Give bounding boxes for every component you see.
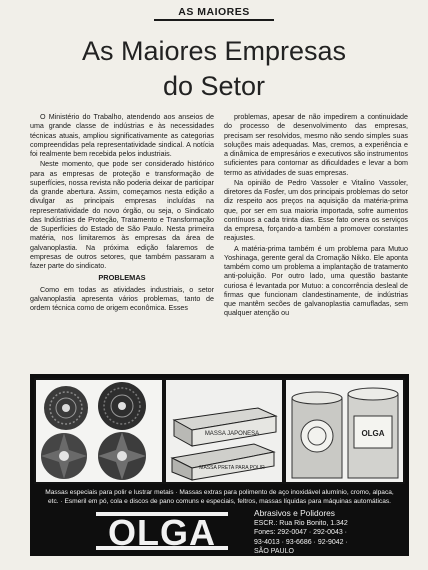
paragraph: Neste momento, que pode ser considerado histórico para as empresas de proteção e transformação de superfícies, nossa revista não poderia deixar de participar da grande abertura. Assim, começamos nesta edição a divulgar as principais empresas incluídas na representatividade do novo órgão, ou seja, o Sindicato das Indústrias de Proteção, Tratamento e Transformação de Superfícies do Estado de São Paulo. Nesta primeira matéria, nos limitaremos às empresas da área de galvanoplastia. Na próxima edição falaremos de empresas de outros setores, que também passaram a fazer parte do sindicato. bbox=[30, 160, 214, 270]
compound-bar-bottom-label: MASSA PRETA PARA POLIR bbox=[199, 465, 265, 471]
company-phones-more: 93-4013 · 93-6686 · 92-9042 · bbox=[254, 538, 348, 546]
logo-text: OLGA bbox=[108, 512, 216, 553]
paragraph: Na opinião de Pedro Vassoler e Vitalino Vassoler, diretores da Fosfer, um dos principais problemas do setor diz respeito aos preços na aquisição da matéria-prima que, por ser em sua maioria importada, sofre aumentos contínuos a cada trinta dias. Esse fato onera os serviços da empresa, forçando-a também a promover constantes reajustes. bbox=[224, 178, 408, 243]
company-tagline: Abrasivos e Polidores bbox=[254, 508, 335, 518]
compound-bar-top bbox=[174, 408, 276, 446]
olga-logo-graphic bbox=[96, 508, 228, 554]
polishing-discs-photo bbox=[36, 380, 162, 482]
polishing-discs-illustration bbox=[36, 380, 162, 482]
paragraph: A matéria-prima também é um problema para Mutuo Yoshinaga, gerente geral da Cromação Nikko. Ele aponta também como um problema a implantação de tratamento anti-poluição. Por outro lado, uma questão bastante curiosa é levantada por Mutuo: a concorrência desleal de firmas que funcionam clandestinamente, de indústrias que mantêm secões de galvanoplastia camufladas, sem qualquer atenção ou bbox=[224, 244, 408, 318]
compound-bars-illustration bbox=[166, 380, 282, 482]
can-right bbox=[348, 388, 398, 478]
compound-bars-photo bbox=[166, 380, 282, 482]
cans-photo bbox=[286, 380, 403, 482]
company-phones: Fones: 292-0047 · 292-0043 · bbox=[254, 529, 348, 537]
section-tag: AS MAIORES bbox=[154, 6, 274, 21]
subheading: PROBLEMAS bbox=[98, 273, 146, 283]
olga-logo bbox=[96, 508, 228, 554]
paragraph: problemas, apesar de não impedirem a continuidade do processo de desenvolvimento das empresas, precisam ser resolvidos, mesmo não sendo simples suas soluções mais adequadas. Mas, cremos, a experiência e a dinâmica de empresários e executivos são instrumentos suficientes para contornar as dificuldades e levar a bom termo as atividades de suas empresas. bbox=[224, 113, 408, 177]
compound-bar-bottom bbox=[172, 444, 274, 480]
contact-block bbox=[254, 508, 348, 556]
page-title bbox=[0, 34, 428, 104]
company-city: SÃO PAULO bbox=[254, 547, 294, 555]
title-line-1: As Maiores Empresas bbox=[81, 36, 347, 66]
can-left bbox=[292, 392, 342, 478]
article-body bbox=[30, 113, 408, 363]
disc-bottom-right bbox=[98, 432, 146, 480]
product-photos bbox=[34, 378, 405, 484]
advertisement bbox=[30, 374, 409, 556]
title-line-2: do Setor bbox=[162, 71, 266, 101]
cans-illustration bbox=[286, 380, 403, 482]
disc-bottom-left bbox=[41, 433, 87, 479]
disc-top-right bbox=[98, 382, 146, 430]
paragraph: Como em todas as atividades industriais, o setor galvanoplastia apresenta vários problemas, tanto de ordem técnica como de origem econômica. Esses bbox=[30, 285, 214, 312]
paragraph: O Ministério do Trabalho, atendendo aos anseios de uma grande classe de indústrias e às necessidades técnicas atuais, ampliou significativamente as categorias compreendidas pela representatividade sindical. A notícia foi realmente bem recebida pelos industriais. bbox=[30, 113, 214, 158]
disc-top-left bbox=[44, 386, 88, 430]
can-brand-label: OLGA bbox=[361, 429, 385, 438]
compound-bar-top-label: MASSA JAPONESA bbox=[204, 431, 260, 437]
ad-description: Massas especiais para polir e lustrar metais · Massas extras para polimento de aço inoxidável alumínio, cromo, alpaca, etc. · Esmeril em pó, cola e discos de pano comuns e especiais, feltros, massas líquidas para máquinas automáticas. bbox=[45, 489, 394, 505]
article-column-right bbox=[224, 113, 408, 363]
article-column-left bbox=[30, 113, 214, 363]
company-address: ESCR.: Rua Rio Bonito, 1.342 bbox=[254, 520, 348, 527]
